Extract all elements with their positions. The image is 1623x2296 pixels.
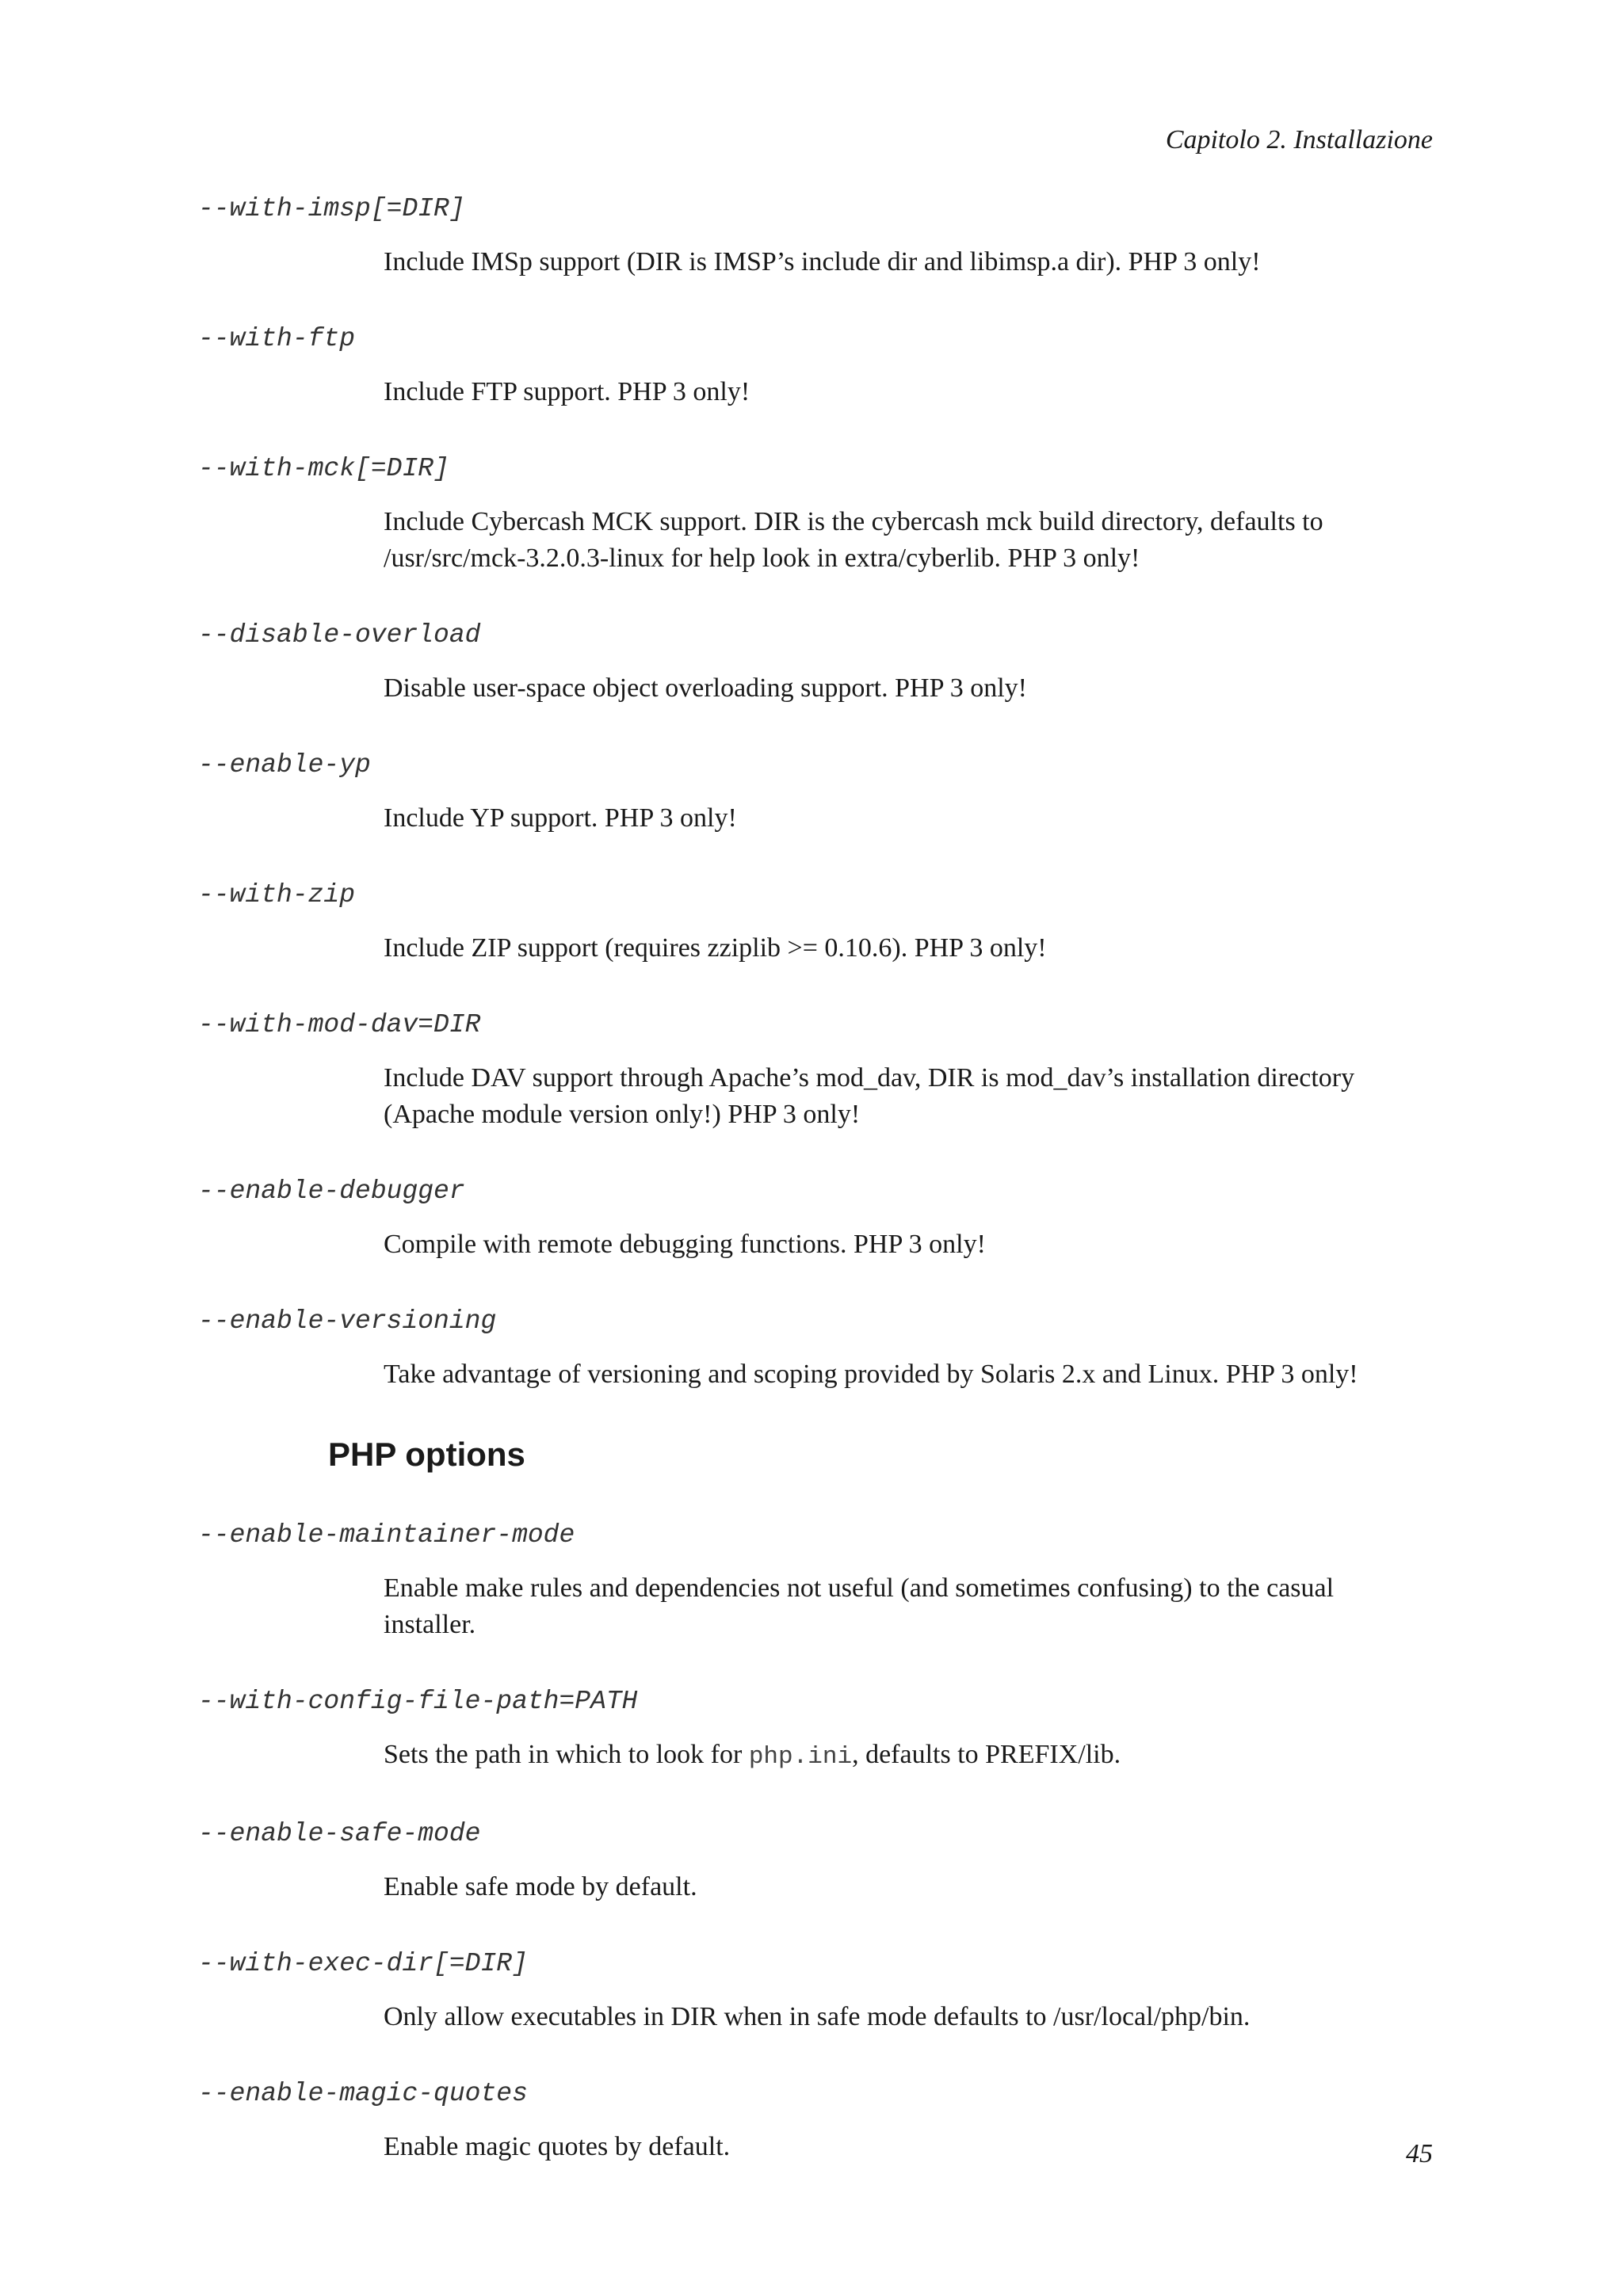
option-name: --with-zip bbox=[198, 880, 356, 910]
option-entry bbox=[198, 1176, 1434, 1263]
page-content bbox=[198, 193, 1434, 2208]
option-entry bbox=[198, 749, 1434, 837]
option-name: --with-exec-dir[=DIR] bbox=[198, 1949, 528, 1978]
option-description: Take advantage of versioning and scoping provided by Solaris 2.x and Linux. PHP 3 only! bbox=[384, 1360, 1358, 1389]
option-description: Enable make rules and dependencies not useful (and sometimes confusing) to the casual installer. bbox=[384, 1573, 1335, 1639]
option-entry bbox=[198, 453, 1434, 577]
option-description: Disable user-space object overloading support. PHP 3 only! bbox=[384, 673, 1027, 703]
option-entry bbox=[198, 2078, 1434, 2165]
option-entry bbox=[198, 193, 1434, 280]
inline-code-filename: php.ini bbox=[748, 1743, 853, 1771]
option-entry bbox=[198, 1948, 1434, 2035]
running-header: Capitolo 2. Installazione bbox=[1165, 125, 1433, 154]
option-description: Enable magic quotes by default. bbox=[384, 2132, 731, 2161]
option-entry bbox=[198, 1009, 1434, 1133]
option-entry bbox=[198, 323, 1434, 410]
option-name: --with-mod-dav=DIR bbox=[198, 1010, 481, 1039]
option-name: --enable-yp bbox=[198, 750, 371, 780]
option-name: --enable-magic-quotes bbox=[198, 2079, 528, 2108]
option-name: --enable-maintainer-mode bbox=[198, 1520, 575, 1550]
option-description: Enable safe mode by default. bbox=[384, 1872, 697, 1901]
option-description: Include ZIP support (requires zziplib >= 0.10.6). PHP 3 only! bbox=[384, 933, 1047, 963]
option-name: --enable-safe-mode bbox=[198, 1819, 481, 1848]
option-entry bbox=[198, 1686, 1434, 1775]
option-description: Include FTP support. PHP 3 only! bbox=[384, 377, 750, 406]
option-description: Compile with remote debugging functions. PHP 3 only! bbox=[384, 1230, 986, 1259]
option-description: Include DAV support through Apache’s mod_dav, DIR is mod_dav’s installation directory (Apache module version only!) PHP 3 only! bbox=[384, 1063, 1355, 1129]
option-entry bbox=[198, 1818, 1434, 1905]
option-name: --enable-debugger bbox=[198, 1177, 465, 1206]
option-entry bbox=[198, 620, 1434, 707]
option-description bbox=[384, 1737, 1398, 1775]
option-entry bbox=[198, 1306, 1434, 1393]
option-name: --disable-overload bbox=[198, 620, 481, 650]
option-description: Include Cybercash MCK support. DIR is the cybercash mck build directory, defaults to /usr/src/mck-3.2.0.3-linux for help look in extra/cyberlib. PHP 3 only! bbox=[384, 507, 1323, 573]
option-name: --with-imsp[=DIR] bbox=[198, 194, 465, 223]
description-text: , defaults to PREFIX/lib. bbox=[852, 1740, 1121, 1769]
option-description: Include IMSp support (DIR is IMSP’s include dir and libimsp.a dir). PHP 3 only! bbox=[384, 247, 1261, 277]
option-entry bbox=[198, 1520, 1434, 1643]
option-description: Only allow executables in DIR when in safe mode defaults to /usr/local/php/bin. bbox=[384, 2002, 1251, 2031]
option-entry bbox=[198, 879, 1434, 967]
description-text: Sets the path in which to look for bbox=[384, 1740, 749, 1769]
page-number: 45 bbox=[1406, 2139, 1433, 2168]
option-name: --with-config-file-path=PATH bbox=[198, 1687, 638, 1716]
option-name: --with-mck[=DIR] bbox=[198, 454, 449, 483]
option-name: --enable-versioning bbox=[198, 1306, 497, 1336]
option-name: --with-ftp bbox=[198, 324, 356, 353]
option-description: Include YP support. PHP 3 only! bbox=[384, 803, 737, 833]
section-heading: PHP options bbox=[328, 1436, 525, 1473]
